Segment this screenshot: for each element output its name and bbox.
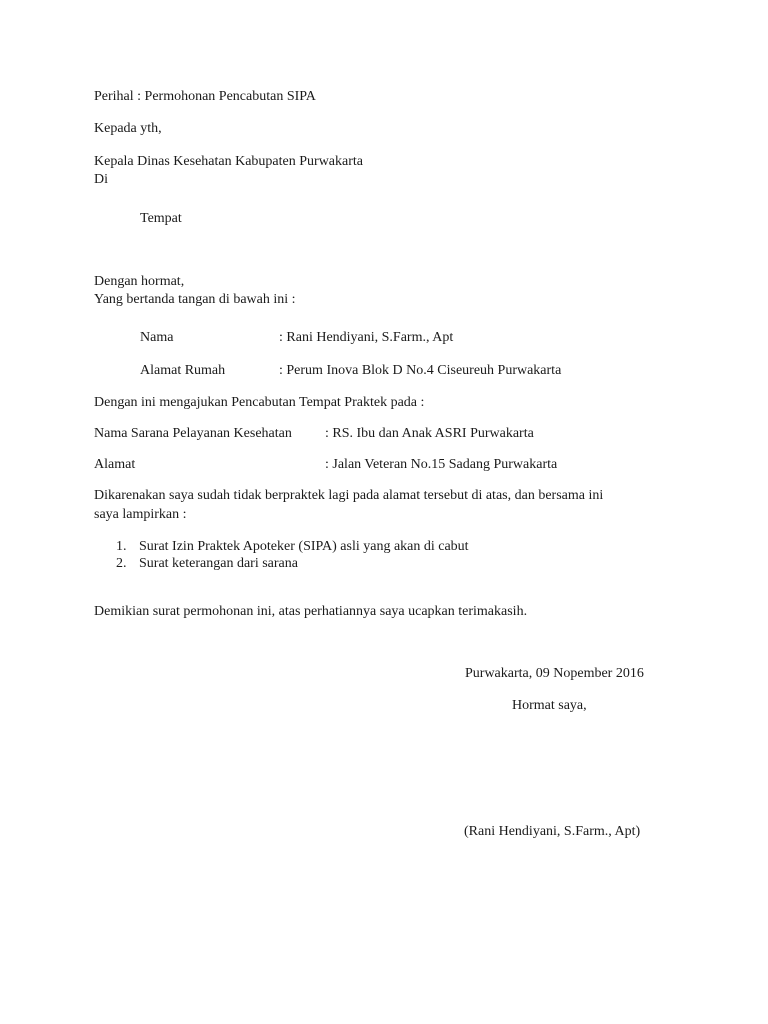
- intro-text: Yang bertanda tangan di bawah ini :: [94, 292, 296, 307]
- signatory-name: (Rani Hendiyani, S.Farm., Apt): [464, 824, 641, 839]
- closing-text: Demikian surat permohonan ini, atas perhatiannya saya ucapkan terimakasih.: [94, 604, 528, 619]
- attachment-item: Surat Izin Praktek Apoteker (SIPA) asli yang akan di cabut: [139, 539, 469, 554]
- reason-line-1: Dikarenakan saya sudah tidak berpraktek lagi pada alamat tersebut di atas, dan bersama ini: [94, 488, 604, 503]
- recipient-di: Di: [94, 172, 108, 187]
- applicant-address-value: : Perum Inova Blok D No.4 Ciseureuh Purwakarta: [279, 363, 562, 378]
- recipient-name: Kepala Dinas Kesehatan Kabupaten Purwakarta: [94, 154, 364, 169]
- facility-name-value: : RS. Ibu dan Anak ASRI Purwakarta: [325, 426, 534, 441]
- reason-line-2: saya lampirkan :: [94, 507, 187, 522]
- place-date: Purwakarta, 09 Nopember 2016: [465, 666, 644, 681]
- facility-address-label: Alamat: [94, 457, 136, 472]
- facility-address-value: : Jalan Veteran No.15 Sadang Purwakarta: [325, 457, 558, 472]
- attachment-item: Surat keterangan dari sarana: [139, 556, 298, 571]
- addressee-salutation: Kepada yth,: [94, 121, 162, 136]
- request-intro: Dengan ini mengajukan Pencabutan Tempat Praktek pada :: [94, 395, 425, 410]
- applicant-name-label: Nama: [140, 330, 174, 345]
- recipient-place: Tempat: [140, 211, 182, 226]
- attachment-number: 2.: [116, 556, 127, 571]
- attachment-number: 1.: [116, 539, 127, 554]
- facility-name-label: Nama Sarana Pelayanan Kesehatan: [94, 426, 292, 441]
- applicant-name-value: : Rani Hendiyani, S.Farm., Apt: [279, 330, 454, 345]
- greeting: Dengan hormat,: [94, 274, 185, 289]
- applicant-address-label: Alamat Rumah: [140, 363, 226, 378]
- subject-line: Perihal : Permohonan Pencabutan SIPA: [94, 89, 316, 104]
- regards: Hormat saya,: [512, 698, 587, 713]
